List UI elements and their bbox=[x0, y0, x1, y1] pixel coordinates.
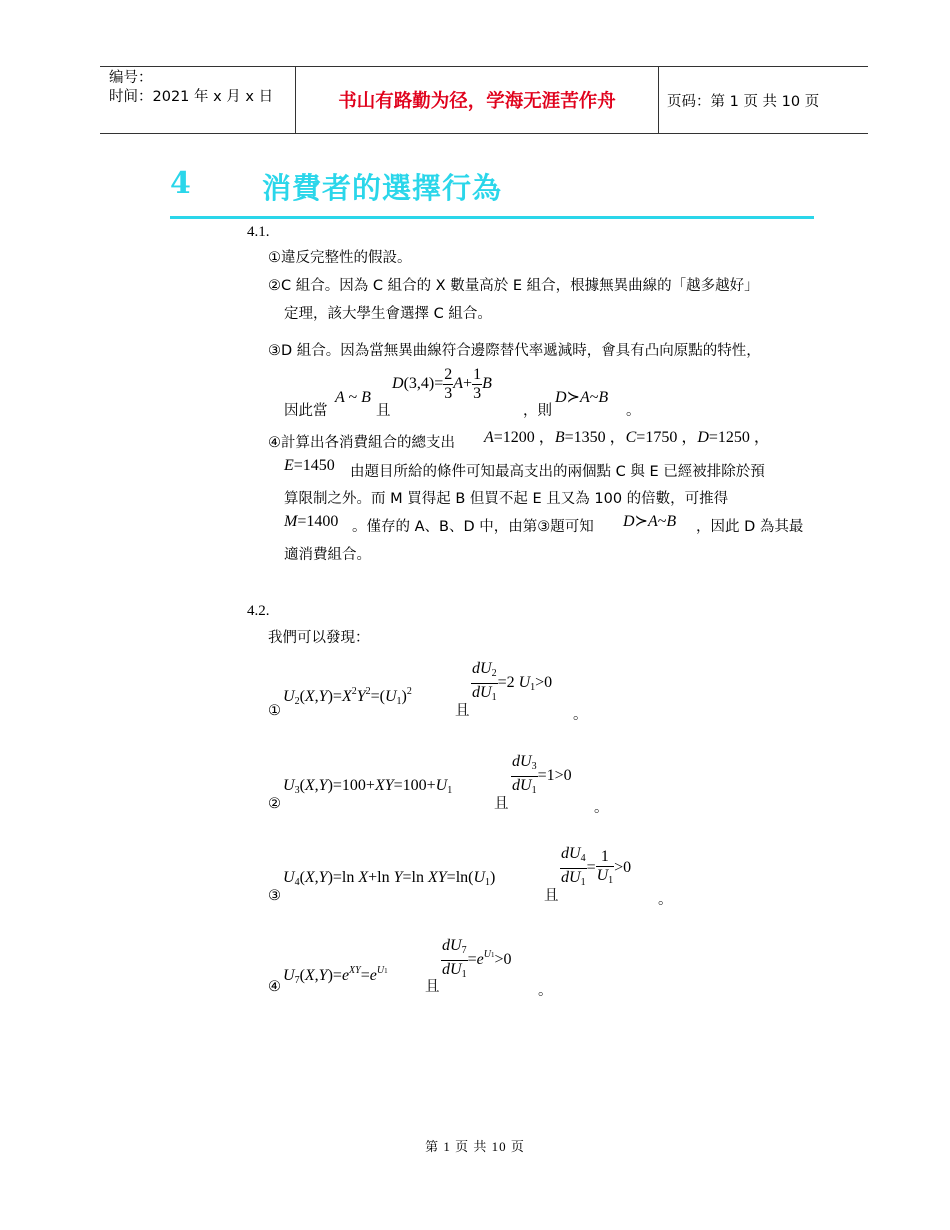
answer-4-1-3-and: 且 bbox=[376, 403, 391, 419]
answer-4-1-4-line5: 適消費組合。 bbox=[284, 547, 371, 563]
time-label: 时间：2021 年 x 月 x 日 bbox=[109, 89, 274, 105]
answer-4-1-2-line1: ②C 組合。因為 C 組合的 X 數量高於 E 組合，根據無異曲線的「越多越好」 bbox=[268, 278, 759, 294]
header-motto: 书山有路勤为径，学海无涯苦作舟 bbox=[295, 67, 659, 133]
eq1-and: 且 bbox=[455, 703, 470, 719]
answer-4-1-4-line3: 算限制之外。而 M 買得起 B 但買不起 E 且又為 100 的倍數，可推得 bbox=[284, 491, 729, 507]
eq2-lhs: $U_3(X,Y)=100+XY=100+U_1$ bbox=[283, 777, 453, 796]
formula-e-expenditure: E=1450 bbox=[284, 457, 335, 474]
header-page-info: 页码：第 1 页 共 10 页 bbox=[667, 93, 820, 110]
answer-4-1-4-line1: ④計算出各消費組合的總支出 bbox=[268, 435, 455, 451]
eq1-lhs: $U_2(X,Y)=X^2Y^2=(U_1)^2$ bbox=[283, 686, 412, 707]
section-label-4-2: 4.2. bbox=[247, 603, 270, 619]
formula-a-tilde-b: A ~ B bbox=[335, 389, 371, 406]
answer-4-1-4-line4: 。僅存的 A、B、D 中，由第③題可知 bbox=[352, 519, 594, 535]
eq1-derivative: $\frac{dU_2}{dU_1}$ =2 $U_1>0$ bbox=[472, 660, 553, 703]
formula-expenditures: A=1200 ，B=1350 ，C=1750 ，D=1250 ， bbox=[484, 429, 770, 446]
page-footer: 第 1 页 共 10 页 bbox=[425, 1139, 525, 1154]
answer-4-1-4-line2: 由題目所給的條件可知最高支出的兩個點 C 與 E 已經被排除於預 bbox=[350, 464, 765, 480]
header-meta bbox=[100, 67, 295, 133]
chapter-title: 消費者的選擇行為 bbox=[262, 171, 503, 205]
eq1-end: 。 bbox=[573, 707, 588, 723]
section-label-4-1: 4.1. bbox=[247, 224, 270, 240]
formula-d-combination: D(3,4)= $\frac{2}{3}$ A+ $\frac{1}{3}$ B bbox=[392, 366, 492, 402]
chapter-heading bbox=[170, 166, 814, 219]
document-header bbox=[100, 66, 868, 134]
answer-4-1-3-end: 。 bbox=[626, 403, 641, 419]
answer-4-1-3-line1: ③D 組合。因為當無異曲線符合邊際替代率遞減時，會具有凸向原點的特性， bbox=[268, 343, 761, 359]
answer-4-1-3-then: ，則 bbox=[523, 403, 552, 419]
eq2-end: 。 bbox=[594, 800, 609, 816]
eq2-derivative: $\frac{dU_3}{dU_1}$ =1>0 bbox=[512, 753, 572, 796]
eq3-derivative: $\frac{dU_4}{dU_1}$ = $\frac{1}{U_1}$ >0 bbox=[561, 845, 632, 888]
eq2-marker: ② bbox=[268, 796, 281, 812]
eq3-and: 且 bbox=[544, 888, 559, 904]
eq4-derivative: $\frac{dU_7}{dU_1}$ $=e^{U1}>0$ bbox=[442, 937, 512, 980]
eq4-lhs: $U_7(X,Y)=e^{XY}=e^{U1}$ bbox=[283, 965, 388, 986]
answer-4-1-2-line2: 定理，該大學生會選擇 C 組合。 bbox=[284, 306, 492, 322]
answer-4-1-3-because: 因此當 bbox=[284, 403, 328, 419]
formula-d-pref: D≻A~B bbox=[555, 389, 609, 406]
eq3-lhs: $U_4(X,Y)=\ln$ X+ln Y=ln $XY=\ln(U_1)$ bbox=[283, 869, 496, 888]
answer-4-1-4-line4b: ，因此 D 為其最 bbox=[696, 519, 804, 535]
eq1-marker: ① bbox=[268, 703, 281, 719]
formula-d-pref-2: D≻A~B bbox=[623, 513, 677, 530]
eq2-and: 且 bbox=[494, 796, 509, 812]
eq4-and: 且 bbox=[425, 979, 440, 995]
eq4-end: 。 bbox=[538, 983, 553, 999]
answer-4-2-intro: 我們可以發現： bbox=[268, 630, 370, 646]
chapter-number: 4 bbox=[170, 166, 191, 201]
eq3-end: 。 bbox=[658, 892, 673, 908]
code-label: 编号： bbox=[109, 70, 153, 86]
eq3-marker: ③ bbox=[268, 888, 281, 904]
answer-4-1-1: ①違反完整性的假設。 bbox=[268, 250, 412, 266]
formula-m-income: M=1400 bbox=[284, 513, 339, 530]
eq4-marker: ④ bbox=[268, 979, 281, 995]
